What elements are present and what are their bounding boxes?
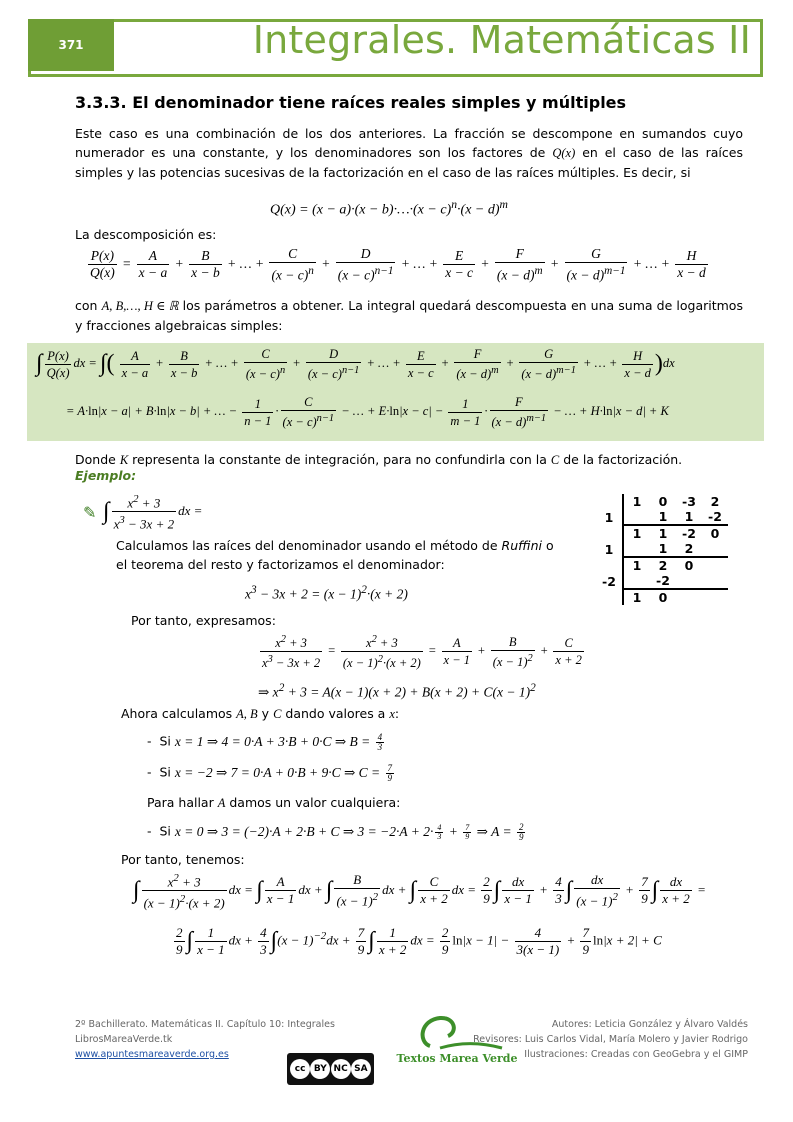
decomposition-label: La descomposición es: xyxy=(75,227,217,242)
ruffini-cell xyxy=(623,573,650,589)
ruffini-row xyxy=(596,525,728,541)
ruffini-divisor xyxy=(596,557,623,573)
ruffini-row xyxy=(596,573,728,589)
calc-c: C xyxy=(273,707,282,721)
calc-sentence xyxy=(121,706,399,722)
example-integral: ∫ $\frac{x^2 + 3}{x^3 - 3x + 2}$ dx = xyxy=(103,493,203,532)
ruffini-cell: 1 xyxy=(623,557,650,573)
find-text-a: Para hallar xyxy=(147,795,214,810)
final-integral-1: ∫ $\frac{x^2 + 3}{(x - 1)^2\cdot(x + 2)}$ dx = ∫ $\frac{A}{x - 1}$ dx + ∫ $\frac{B}{(x - 1)^2}$ dx + ∫ $\frac{C}{x + 2}$ dx = $\frac{2}{9}$ ∫ $\frac{dx}{x - 1}$ + $\frac{4}{3}$ ∫ $\frac{dx}{(x - 1)^2}$ + $\frac{7}{9}$ ∫ $\frac{dx}{x + 2}$ = xyxy=(133,872,706,911)
footer-site: LibrosMareaVerde.tk xyxy=(75,1034,173,1045)
ruffini-cell: 1 xyxy=(684,509,694,524)
ruffini-row xyxy=(596,541,728,557)
ruffini-cell: 2 xyxy=(710,494,720,509)
params-text-a: con xyxy=(75,298,98,313)
footer-chapter: 2º Bachillerato. Matemáticas II. Capítulo 10: Integrales xyxy=(75,1019,335,1030)
ruffini-cell: -2 xyxy=(708,509,722,524)
calc-colon: : xyxy=(394,706,400,721)
ruffini-cell xyxy=(676,573,702,589)
ruffini-cell xyxy=(623,509,650,525)
dash: - xyxy=(147,733,152,749)
where-text: Donde xyxy=(75,452,116,467)
ruffini-divisor: 1 xyxy=(596,541,623,557)
ruffini-cell: 1 xyxy=(658,509,668,524)
constant-note xyxy=(75,450,743,470)
ruffini-divisor: 1 xyxy=(596,509,623,525)
calc-y: y xyxy=(261,706,270,721)
si-word: Si xyxy=(159,733,171,749)
ruffini-cell: -2 xyxy=(656,573,670,588)
ruffini-cell: 1 xyxy=(632,494,642,509)
si-word: Si xyxy=(159,764,171,780)
ruffini-cell: 0 xyxy=(658,494,668,509)
integral-decomposition: ∫ $\frac{P(x)}{Q(x)}$ dx = ∫( $\frac{A}{x - a}$ + $\frac{B}{x - b}$ + … + $\frac{C}{(x - c)^n}$ + $\frac{D}{(x - c)^{n-1}}$ + … + $\frac{E}{x - c}$ + $\frac{F}{(x - d)^m}$ + $\frac{G}{(x - d)^{m-1}}$ + … + $\frac{H}{x - d}$ )dx xyxy=(36,347,675,382)
calc-vars: A, B xyxy=(236,707,258,721)
find-text-b: damos un valor cualquiera: xyxy=(229,795,401,810)
find-a-sentence xyxy=(147,795,400,811)
footer-link[interactable]: www.apuntesmareaverde.org.es xyxy=(75,1049,229,1060)
footer-right xyxy=(473,1017,748,1062)
ruffini-row xyxy=(596,589,728,605)
example-decomposition: $\frac{x^2 + 3}{x^3 - 3x + 2}$ = $\frac{x^2 + 3}{(x - 1)^2\cdot(x + 2)}$ = $\frac{A}{x - 1}$ + $\frac{B}{(x - 1)^2}$ + $\frac{C}{x + 2}$ xyxy=(262,634,582,671)
footer-reviewers: Revisores: Luis Carlos Vidal, María Molero y Javier Rodrigo xyxy=(473,1034,748,1045)
section-title: 3.3.3. El denominador tiene raíces reales simples y múltiples xyxy=(75,93,627,112)
where-text-b: representa la constante de integración, para no confundirla con la xyxy=(132,452,547,467)
factorization-equation: Q(x) = (x − a)·(x − b)·…·(x − $c)^n\cdot(x - d)^m$ xyxy=(270,198,508,218)
case-x1: - Si x = 1 ⇒ 4 = 0·A + 3·B + 0·C ⇒ B = $\frac{4}{3}$ xyxy=(147,732,383,752)
ruffini-cell: 2 xyxy=(650,557,676,573)
ruffini-divisor: -2 xyxy=(596,573,623,589)
ruffini-cell xyxy=(702,589,728,605)
ruffini-divisor xyxy=(596,494,623,509)
intro-text-1: Este caso es una combinación de los dos anteriores. La fracción se descompone en sumandos cuyo numerador es una constante, y los denominadores son los factores de xyxy=(75,126,743,160)
roots-text-1b: o xyxy=(546,538,554,553)
params-text-c: logaritmos y fracciones algebraicas simples: xyxy=(75,298,743,333)
ruffini-cell xyxy=(702,541,728,557)
ruffini-cell xyxy=(702,557,728,573)
ruffini-row xyxy=(596,557,728,573)
footer-authors: Autores: Leticia González y Álvaro Valdés xyxy=(551,1019,748,1030)
calc-text-a: Ahora calculamos xyxy=(121,706,233,721)
find-var: A xyxy=(217,796,226,810)
ruffini-cell: 2 xyxy=(684,541,694,556)
k-symbol: K xyxy=(119,453,129,467)
intro-paragraph xyxy=(75,124,743,182)
ruffini-divisor xyxy=(596,589,623,605)
ruffini-cell xyxy=(623,541,650,557)
ruffini-row xyxy=(596,494,728,509)
c-symbol: C xyxy=(550,453,560,467)
therefore-text: Por tanto, expresamos: xyxy=(131,613,276,628)
finally-text: Por tanto, tenemos: xyxy=(121,852,245,867)
intro-text-1b: en el caso de las raíces xyxy=(582,145,743,160)
dash: - xyxy=(147,764,152,780)
identity-equation: ⇒ $x^2 + 3 = A(x - 1)(x + 2) + B(x + 2) + C(x - 1)^2$ xyxy=(258,682,536,700)
ruffini-word: Ruffini xyxy=(501,538,543,553)
ruffini-cell: 0 xyxy=(650,589,676,605)
calc-x: x xyxy=(389,707,395,721)
ruffini-table xyxy=(596,494,728,605)
example-label: Ejemplo: xyxy=(75,468,137,483)
ruffini-cell: 0 xyxy=(676,557,702,573)
dash: - xyxy=(147,823,152,839)
sa-icon: SA xyxy=(351,1059,371,1079)
roots-paragraph xyxy=(116,536,566,574)
where-text-c: de la factorización. xyxy=(563,452,683,467)
params-text-b: los parámetros a obtener. La integral quedará descompuesta en una suma de xyxy=(182,298,673,313)
integral-result: = A·ln|x − a| + B·ln|x − b| + … − $\frac{1}{n - 1}$ · $\frac{C}{(x - c)^{n-1}}$ − … + E·ln|x − c| − $\frac{1}{m - 1}$ · $\frac{F}{(x - d)^{m-1}}$ − … + H·ln|x − d| + K xyxy=(66,395,669,430)
ruffini-cell xyxy=(676,589,702,605)
roots-text-1: Calculamos las raíces del denominador usando el método de xyxy=(116,538,498,553)
ruffini-cell: -2 xyxy=(676,525,702,541)
case-x0: - Si x = 0 ⇒ 3 = (−2)·A + 2·B + C ⇒ 3 = −2·A + 2· $\frac{4}{3}$ + $\frac{7}{9}$ ⇒ A = $\frac{2}{9}$ xyxy=(147,822,524,842)
calc-text-b: dando valores a xyxy=(285,706,386,721)
ruffini-row xyxy=(596,509,728,525)
by-icon: BY xyxy=(310,1059,330,1079)
factorized-denominator: $x^3 - 3x + 2 = (x - 1)^2\cdot(x + 2)$ xyxy=(245,584,408,602)
si-word: Si xyxy=(159,823,171,839)
creative-commons-badge xyxy=(287,1053,374,1085)
ruffini-cell: 1 xyxy=(658,541,668,556)
intro-text-2: simples y las potencias sucesivas de la factorización en el caso de las raíces múltiples. Es decir, si xyxy=(75,165,691,180)
params-paragraph xyxy=(75,296,743,335)
decomposition-equation: $\frac{P(x)}{Q(x)}$ = $\frac{A}{x - a}$ + $\frac{B}{x - b}$ + … + $\frac{C}{(x - c)^n}$ + $\frac{D}{(x - c)^{n-1}}$ + … + $\frac{E}{x - c}$ + $\frac{F}{(x - d)^m}$ + $\frac{G}{(x - d)^{m-1}}$ + … + $\frac{H}{x - d}$ xyxy=(90,246,706,283)
case-x-minus2: - Si x = −2 ⇒ 7 = 0·A + 0·B + 9·C ⇒ C = $\frac{7}{9}$ xyxy=(147,763,393,783)
ruffini-cell: 0 xyxy=(702,525,728,541)
ruffini-cell: 1 xyxy=(650,525,676,541)
cc-icon: cc xyxy=(290,1059,310,1079)
ruffini-cell: 1 xyxy=(623,525,650,541)
pencil-icon: ✎ xyxy=(83,503,97,522)
ruffini-cell: -3 xyxy=(682,494,696,509)
params-symbols: A, B,…, H ∈ ℝ xyxy=(101,299,179,313)
page-title: Integrales. Matemáticas II xyxy=(252,18,751,62)
page-number: 371 xyxy=(28,19,114,71)
q-symbol: Q(x) xyxy=(552,146,576,160)
nc-icon: NC xyxy=(331,1059,351,1079)
footer-illustrations: Ilustraciones: Creadas con GeoGebra y el GIMP xyxy=(524,1049,748,1060)
final-integral-2: $\frac{2}{9}$ ∫ $\frac{1}{x - 1}$ dx + $\frac{4}{3}$ $\int(x - 1)^{-2}dx$ + $\frac{7}{9}$ ∫ $\frac{1}{x + 2}$ dx = $\frac{2}{9}$ ln|x − 1| − $\frac{4}{3(x - 1)}$ + $\frac{7}{9}$ ln|x + 2| + C xyxy=(176,925,662,957)
roots-text-2: el teorema del resto y factorizamos el denominador: xyxy=(116,557,445,572)
ruffini-cell: 1 xyxy=(623,589,650,605)
ruffini-divisor xyxy=(596,525,623,541)
ruffini-cell xyxy=(702,573,728,589)
logo-text: Textos Marea Verde xyxy=(396,1052,518,1065)
